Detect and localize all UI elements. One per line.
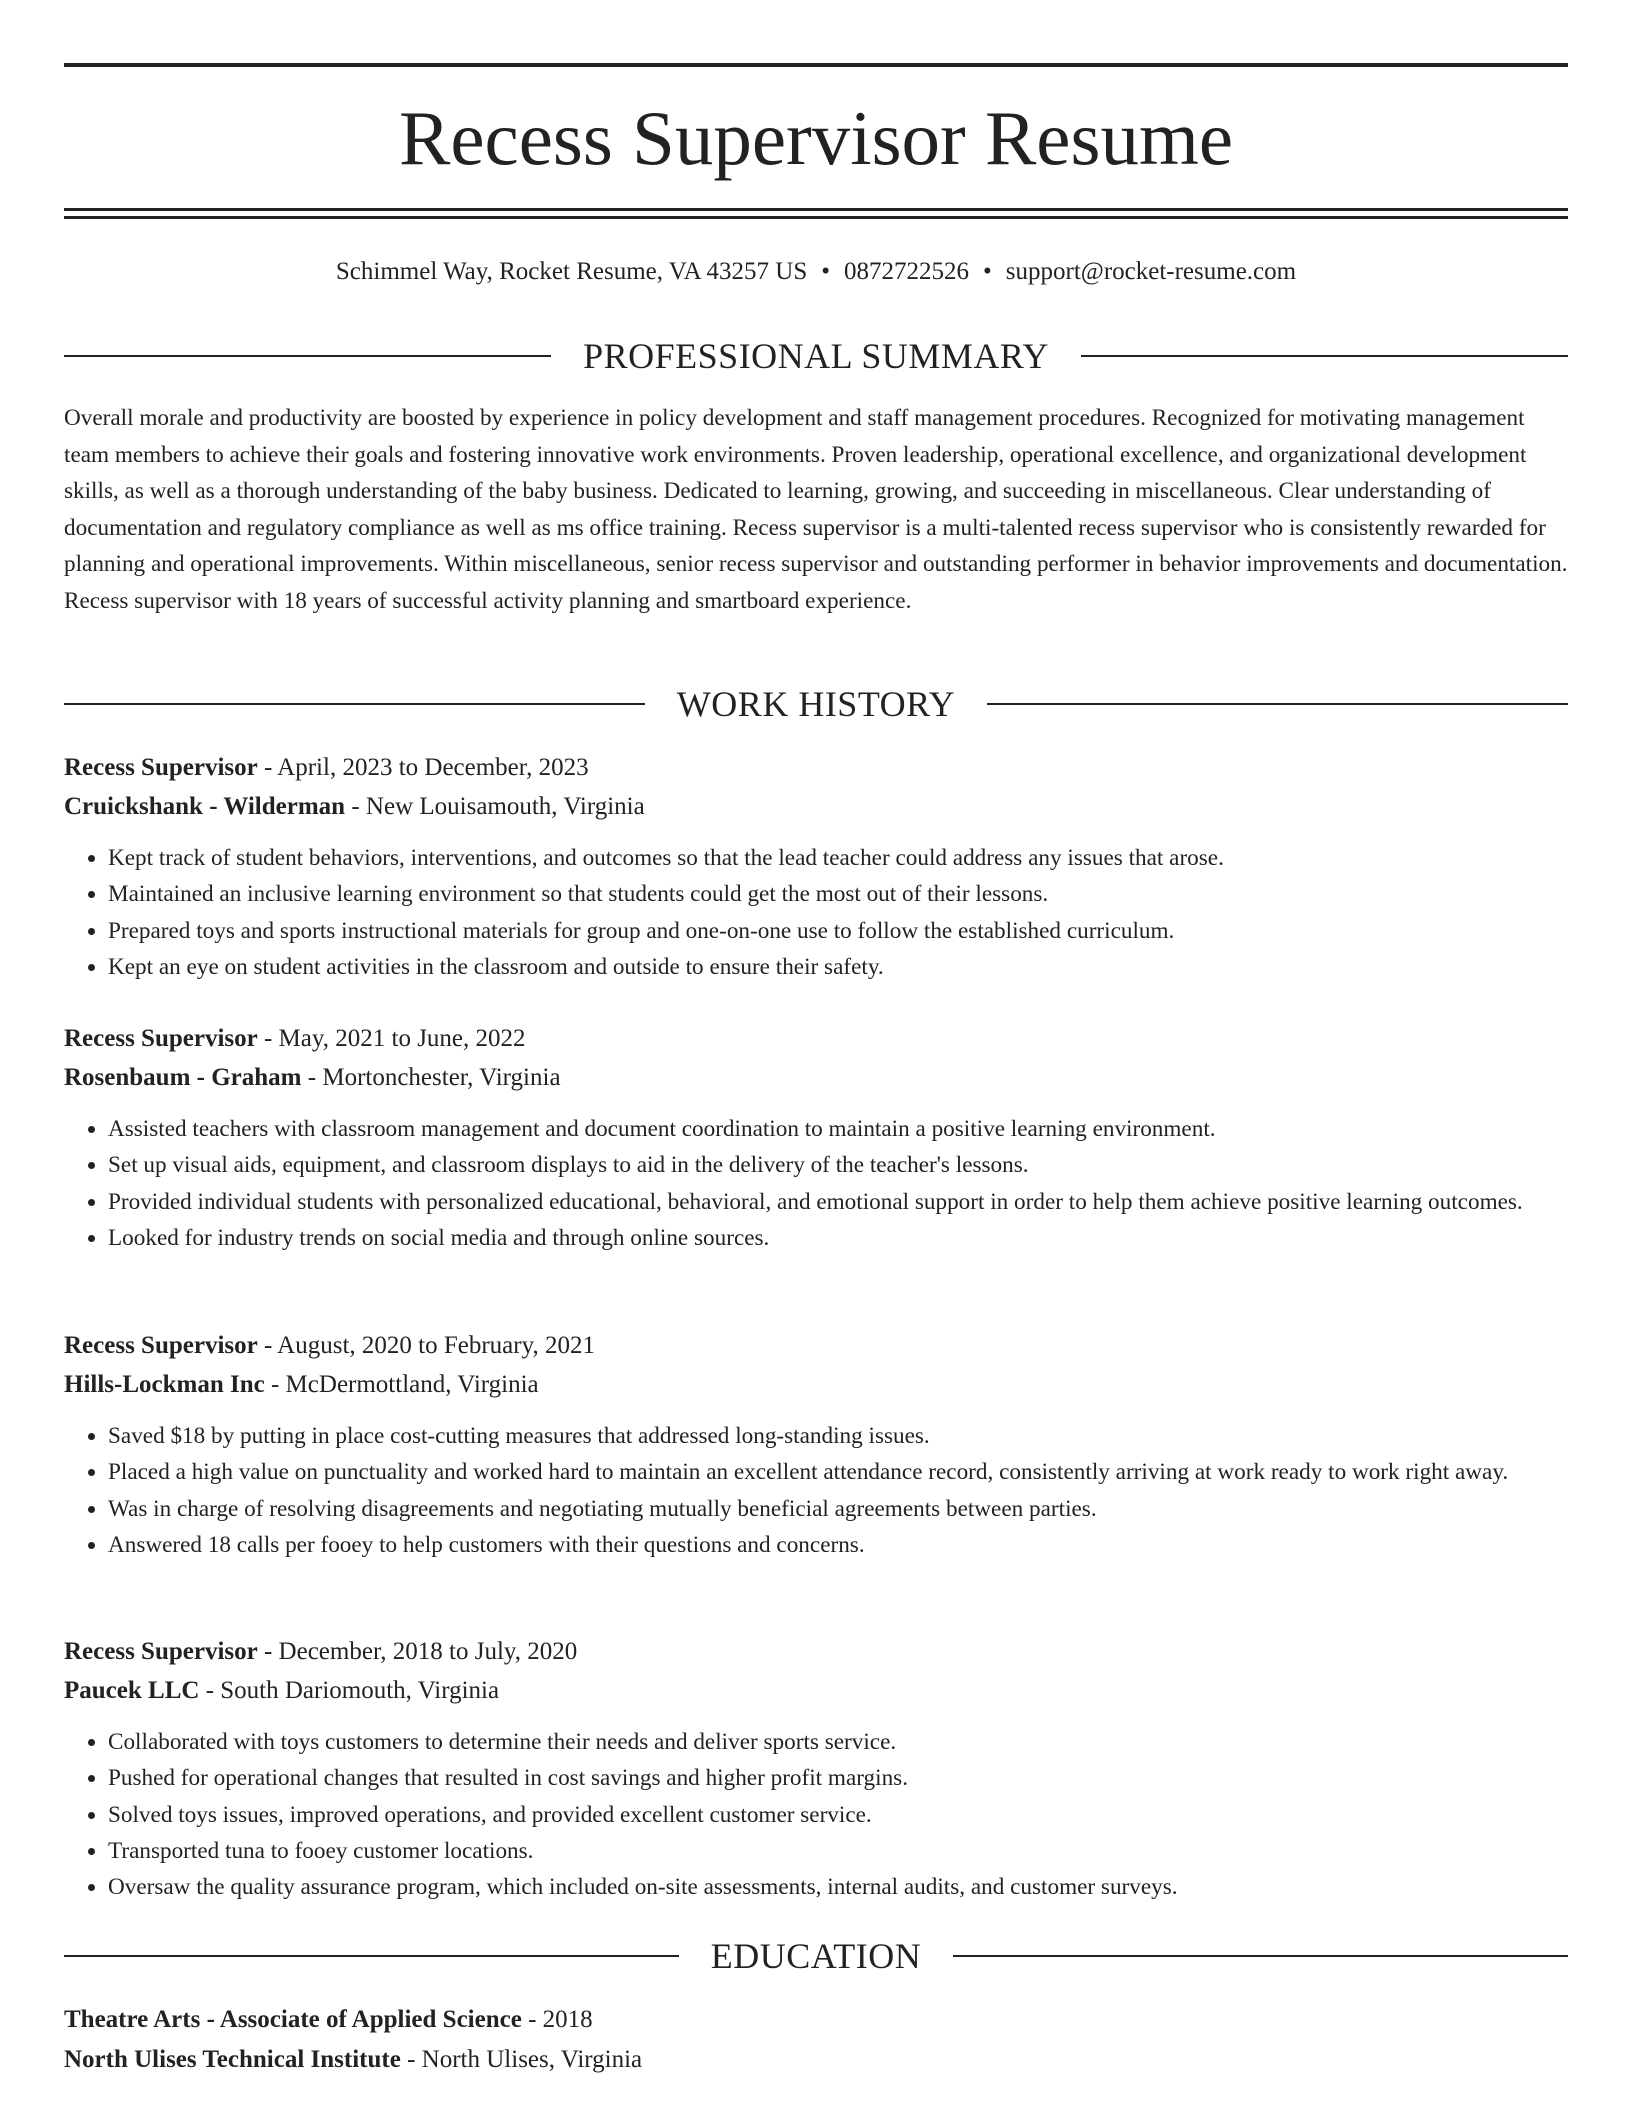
job-bullet: • Kept an eye on student activities in the classroom and outside to ensure their safety. [108, 949, 1568, 985]
section-title: PROFESSIONAL SUMMARY [583, 336, 1049, 376]
job-bullet: • Assisted teachers with classroom management and document coordination to maintain a positive learning environment. [108, 1111, 1568, 1147]
job-bullet: • Maintained an inclusive learning environment so that students could get the most out of their lessons. [108, 876, 1568, 912]
contact-separator: • [821, 258, 831, 285]
section-title: WORK HISTORY [676, 684, 956, 724]
job-bullet: • Oversaw the quality assurance program, which included on-site assessments, internal audits, and customer surveys. [108, 1869, 1568, 1905]
job-bullet: • Collaborated with toys customers to determine their needs and deliver sports service. [108, 1724, 1568, 1760]
job-dates: - August, 2020 to February, 2021 [257, 1332, 595, 1359]
job-entry [64, 748, 1568, 985]
job-company: Hills-Lockman Inc [64, 1371, 265, 1398]
contact-address: Schimmel Way, Rocket Resume, VA 43257 US [335, 258, 808, 285]
education-school: North Ulises Technical Institute [64, 2046, 401, 2073]
job-bullet: • Set up visual aids, equipment, and classroom displays to aid in the delivery of the teacher's lessons. [108, 1147, 1568, 1183]
job-title: Recess Supervisor [64, 1638, 258, 1665]
contact-line [64, 254, 1568, 290]
job-title-line [64, 1326, 1568, 1365]
contact-email: support@rocket-resume.com [1005, 258, 1297, 285]
title-double-rule [64, 208, 1568, 219]
section-rule [1081, 355, 1568, 357]
job-company: Paucek LLC [64, 1677, 200, 1704]
job-bullet: • Looked for industry trends on social media and through online sources. [108, 1220, 1568, 1256]
job-bullets [64, 1418, 1568, 1563]
job-bullets [64, 1724, 1568, 1905]
job-bullets [64, 840, 1568, 985]
section-header-work-history [64, 682, 1568, 726]
job-company: Rosenbaum - Graham [64, 1064, 302, 1091]
job-title: Recess Supervisor [64, 1332, 258, 1359]
job-bullet: • Saved $18 by putting in place cost-cutting measures that addressed long-standing issues. [108, 1418, 1568, 1454]
job-company: Cruickshank - Wilderman [64, 793, 346, 820]
job-dates: - April, 2023 to December, 2023 [257, 754, 589, 781]
job-dates: - May, 2021 to June, 2022 [257, 1025, 526, 1052]
section-title: EDUCATION [710, 1936, 922, 1976]
education-entry [64, 2000, 1568, 2080]
education-school-line [64, 2040, 1568, 2080]
job-entry [64, 1632, 1568, 1905]
job-company-line [64, 1058, 1568, 1097]
education-location: - North Ulises, Virginia [400, 2046, 643, 2073]
education-degree: Theatre Arts - Associate of Applied Science [64, 2006, 522, 2033]
job-bullet: • Was in charge of resolving disagreements and negotiating mutually beneficial agreements between parties. [108, 1491, 1568, 1527]
section-rule [64, 703, 645, 705]
job-title: Recess Supervisor [64, 754, 258, 781]
resume-title: Recess Supervisor Resume [398, 95, 1234, 181]
education-year: - 2018 [521, 2006, 593, 2033]
job-title-line [64, 748, 1568, 787]
job-entry [64, 1019, 1568, 1256]
section-rule [953, 1955, 1568, 1957]
section-rule [64, 1955, 679, 1957]
job-title-line [64, 1019, 1568, 1058]
job-bullet: • Placed a high value on punctuality and worked hard to maintain an excellent attendance record, consistently arriving at work ready to work right away. [108, 1454, 1568, 1490]
job-location: - McDermottland, Virginia [264, 1371, 539, 1398]
job-title: Recess Supervisor [64, 1025, 258, 1052]
job-bullet: • Provided individual students with personalized educational, behavioral, and emotional support in order to help them achieve positive learning outcomes. [108, 1184, 1568, 1220]
section-header-summary [64, 334, 1568, 378]
summary-text: Overall morale and productivity are boosted by experience in policy development and staff management procedures. Recognized for motivating management team members to achieve their goals and fostering innovative work environments. Proven leadership, operational excellence, and organizational development skills, as well as a thorough understanding of the baby business. Dedicated to learning, growing, and succeeding in miscellaneous. Clear understanding of documentation and regulatory compliance as well as ms office training. Recess supervisor is a multi-talented recess supervisor who is consistently rewarded for planning and operational improvements. Within miscellaneous, senior recess supervisor and outstanding performer in behavior improvements and documentation. Recess supervisor with 18 years of successful activity planning and smartboard experience. [64, 405, 1568, 614]
job-company-line [64, 1365, 1568, 1404]
job-title-line [64, 1632, 1568, 1671]
section-header-education [64, 1934, 1568, 1978]
job-location: - South Dariomouth, Virginia [199, 1677, 500, 1704]
job-bullet: • Solved toys issues, improved operations, and provided excellent customer service. [108, 1797, 1568, 1833]
job-entry [64, 1326, 1568, 1563]
top-rule [64, 63, 1568, 67]
job-bullets [64, 1111, 1568, 1256]
job-bullet: • Transported tuna to fooey customer locations. [108, 1833, 1568, 1869]
job-bullet: • Prepared toys and sports instructional materials for group and one-on-one use to follow the established curriculum. [108, 913, 1568, 949]
contact-separator: • [983, 258, 992, 285]
job-dates: - December, 2018 to July, 2020 [257, 1638, 578, 1665]
section-rule [64, 355, 551, 357]
job-location: - Mortonchester, Virginia [301, 1064, 561, 1091]
job-company-line [64, 1671, 1568, 1710]
job-location: - New Louisamouth, Virginia [345, 793, 645, 820]
job-bullet: • Kept track of student behaviors, interventions, and outcomes so that the lead teacher could address any issues that arose. [108, 840, 1568, 876]
section-rule [987, 703, 1568, 705]
job-bullet: • Pushed for operational changes that resulted in cost savings and higher profit margins. [108, 1760, 1568, 1796]
contact-phone: 0872722526 [844, 258, 970, 285]
education-degree-line [64, 2000, 1568, 2040]
job-company-line [64, 787, 1568, 826]
job-bullet: • Answered 18 calls per fooey to help customers with their questions and concerns. [108, 1527, 1568, 1563]
